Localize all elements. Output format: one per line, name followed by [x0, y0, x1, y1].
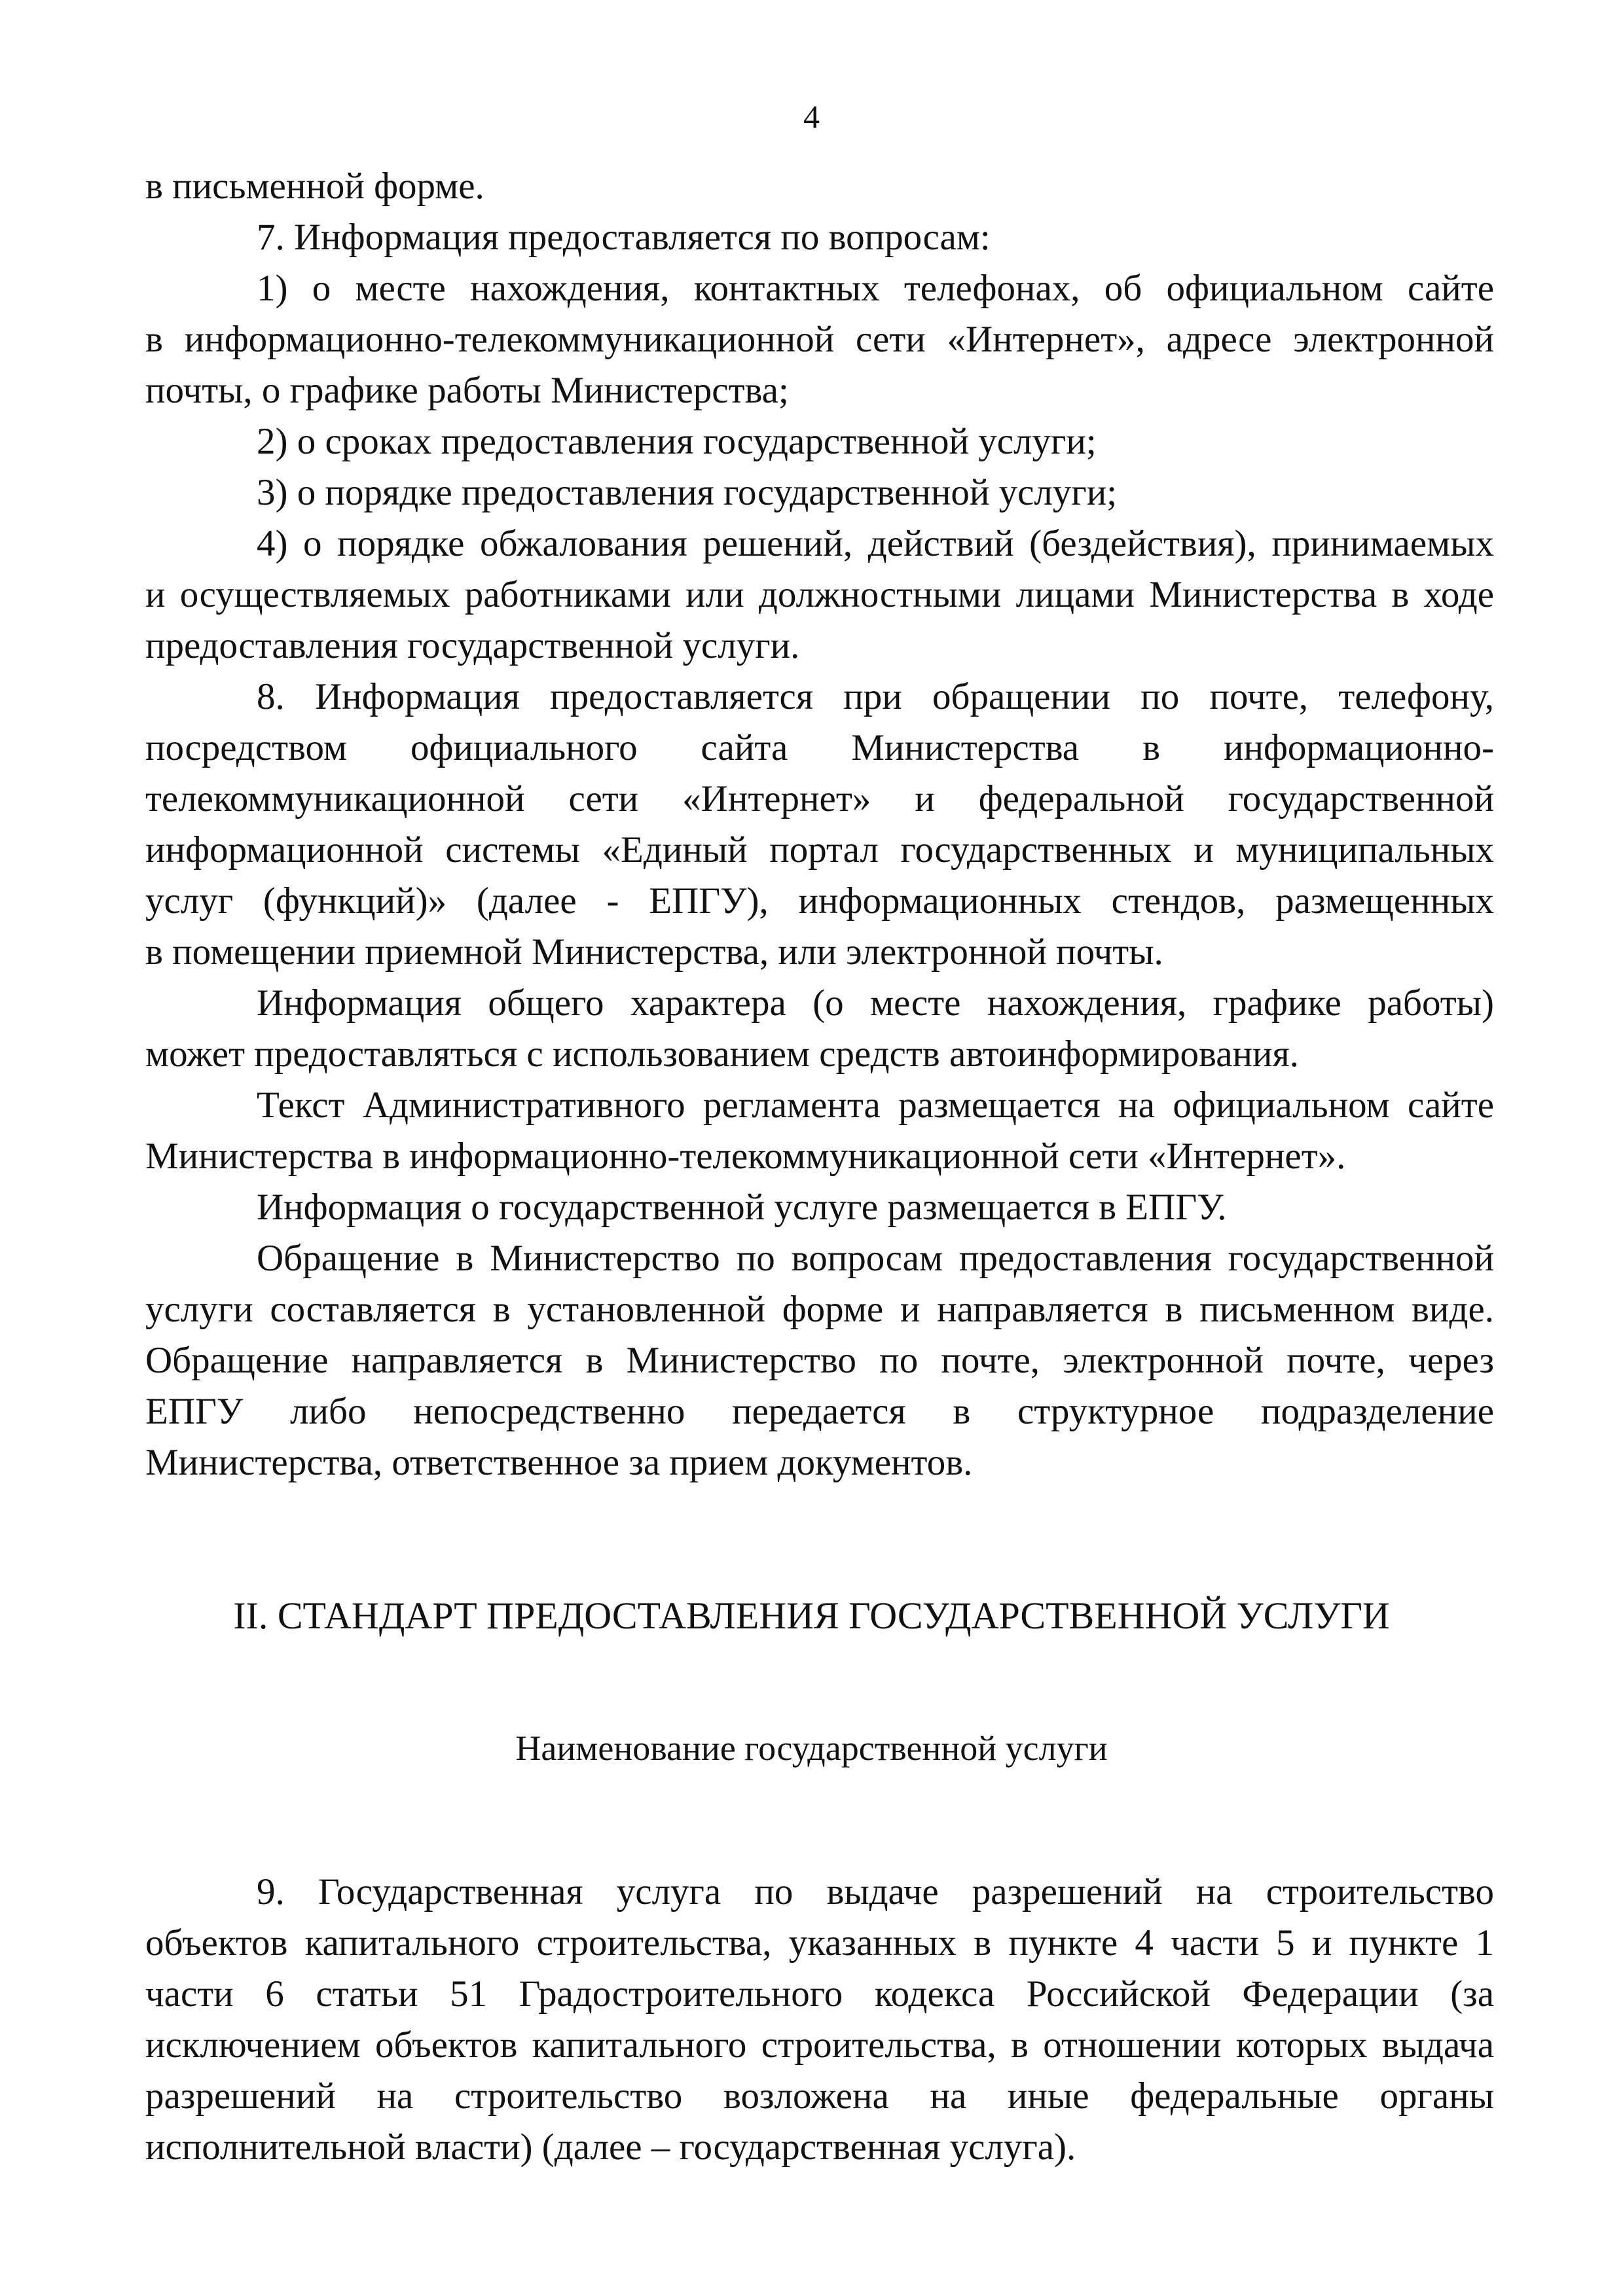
text-block-service-name [145, 1867, 1494, 2173]
text-line: Обращение направляется в Министерство по почте, электронной почте, через [145, 1340, 1494, 1381]
text-line: посредством официального сайта Министерства в информационно- [145, 727, 1494, 768]
text-line: Министерства, ответственное за прием документов. [145, 1442, 973, 1483]
text-line: 7. Информация предоставляется по вопросам: [257, 217, 991, 258]
text-block-info [145, 161, 1494, 1488]
text-line: Обращение в Министерство по вопросам предоставления государственной [257, 1238, 1494, 1279]
text-line: Информация о государственной услуге размещается в ЕПГУ. [257, 1187, 1227, 1228]
text-line: услуги составляется в установленной форме и направляется в письменном виде. [145, 1289, 1494, 1330]
text-line: 2) о сроках предоставления государственной услуги; [257, 421, 1097, 462]
text-line: услуг (функций)» (далее - ЕПГУ), информационных стендов, размещенных [145, 880, 1494, 922]
page-number: 4 [803, 98, 820, 135]
text-line: может предоставляться с использованием средств автоинформирования. [145, 1033, 1299, 1075]
text-line: информационной системы «Единый портал государственных и муниципальных [145, 829, 1494, 870]
text-line: 9. Государственная услуга по выдаче разрешений на строительство [257, 1871, 1494, 1912]
text-line: исключением объектов капитального строительства, в отношении которых выдача [145, 2024, 1494, 2066]
text-line: предоставления государственной услуги. [145, 625, 800, 666]
text-line: Министерства в информационно-телекоммуникационной сети «Интернет». [145, 1136, 1346, 1177]
text-line: почты, о графике работы Министерства; [145, 370, 789, 411]
text-line: в письменной форме. [145, 166, 484, 207]
text-line: объектов капитального строительства, указанных в пункте 4 части 5 и пункте 1 [145, 1922, 1494, 1964]
section-heading: II. СТАНДАРТ ПРЕДОСТАВЛЕНИЯ ГОСУДАРСТВЕННОЙ УСЛУГИ [233, 1594, 1390, 1637]
text-line: 1) о месте нахождения, контактных телефонах, об официальном сайте [257, 268, 1494, 309]
text-line: и осуществляемых работниками или должностными лицами Министерства в ходе [145, 574, 1494, 615]
text-line: части 6 статьи 51 Градостроительного кодекса Российской Федерации (за [145, 1973, 1494, 2015]
text-line: 8. Информация предоставляется при обращении по почте, телефону, [257, 676, 1494, 717]
subsection-heading: Наименование государственной услуги [515, 1729, 1108, 1768]
text-line: исполнительной власти) (далее – государственная услуга). [145, 2126, 1076, 2168]
text-line: телекоммуникационной сети «Интернет» и федеральной государственной [145, 778, 1494, 819]
text-line: ЕПГУ либо непосредственно передается в структурное подразделение [145, 1391, 1494, 1432]
text-line: 3) о порядке предоставления государственной услуги; [257, 472, 1118, 513]
text-line: Текст Административного регламента размещается на официальном сайте [257, 1085, 1494, 1126]
text-line: в помещении приемной Министерства, или электронной почты. [145, 931, 1163, 973]
text-line: Информация общего характера (о месте нахождения, графике работы) [257, 982, 1494, 1024]
text-line: в информационно-телекоммуникационной сети «Интернет», адресе электронной [145, 319, 1494, 360]
text-line: 4) о порядке обжалования решений, действий (бездействия), принимаемых [257, 523, 1494, 564]
text-line: разрешений на строительство возложена на иные федеральные органы [145, 2075, 1494, 2117]
